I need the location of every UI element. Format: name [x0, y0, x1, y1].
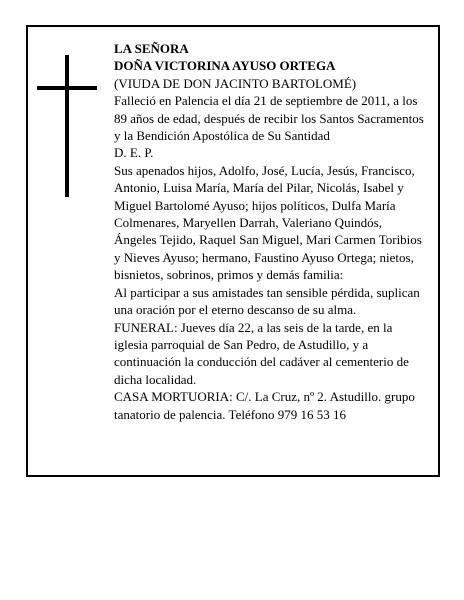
mortuary-paragraph: CASA MORTUORIA: C/. La Cruz, nº 2. Astudillo. grupo tanatorio de palencia. Teléfono 979 16 53 16	[114, 389, 415, 422]
obituary-text	[114, 40, 424, 423]
deceased-name: DOÑA VICTORINA AYUSO ORTEGA	[114, 58, 336, 74]
family-paragraph: Sus apenados hijos, Adolfo, José, Lucía, Jesús, Francisco, Antonio, Luisa María, María del Pilar, Nicolás, Isabel y Miguel Bartolomé Ayuso; hijos políticos, Dulfa María Colmenares, Maryellen Darrah, Valeriano Quindós, Ángeles Tejido, Raquel San Miguel, Mari Carmen Toribios y Nieves Ayuso; hermano, Faustino Ayuso Ortega; nietos, bisnietos, sobrinos, primos y demás familia:	[114, 162, 422, 283]
latin-cross-icon	[37, 55, 97, 197]
notice-title: LA SEÑORA	[114, 41, 189, 56]
rip-line: D. E. P.	[114, 145, 154, 161]
request-paragraph: Al participar a sus amistades tan sensible pérdida, suplican una oración por el eterno descanso de su alma.	[114, 284, 420, 318]
notice-subtitle: (VIUDA DE DON JACINTO BARTOLOMÉ)	[114, 75, 357, 91]
cross-vertical-bar	[65, 55, 69, 197]
death-paragraph: Falleció en Palencia el día 21 de septiembre de 2011, a los 89 años de edad, después de recibir los Santos Sacramentos y la Bendición Apostólica de Su Santidad	[114, 93, 424, 144]
cross-horizontal-bar	[37, 86, 97, 90]
funeral-paragraph: FUNERAL: Jueves día 22, a las seis de la tarde, en la iglesia parroquial de San Pedro, de Astudillo, y a continuación la conducción del cadáver al cementerio de dicha localidad.	[114, 319, 409, 387]
